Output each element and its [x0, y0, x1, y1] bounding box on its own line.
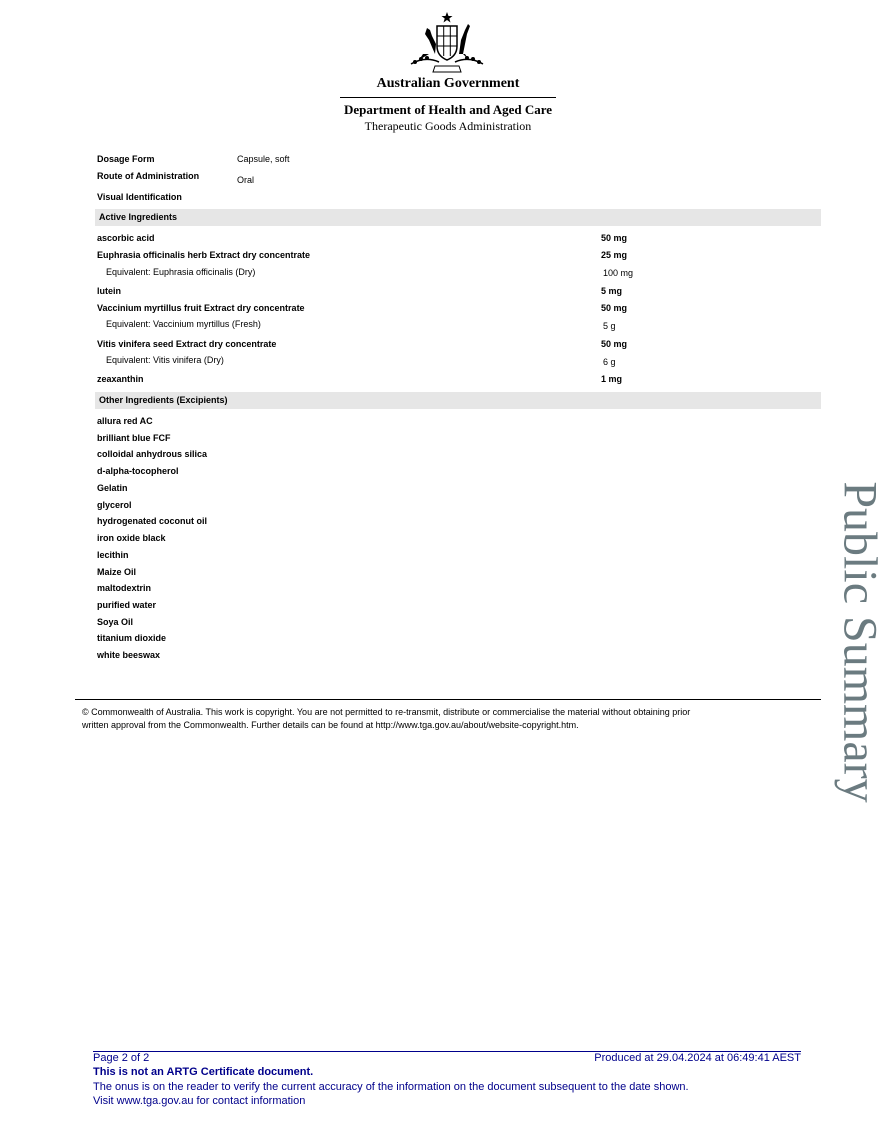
- excipient-item: glycerol: [97, 500, 132, 510]
- excipient-item: titanium dioxide: [97, 633, 167, 643]
- agency-name: Therapeutic Goods Administration: [364, 119, 532, 133]
- active-ingredient-qty: 25 mg: [601, 250, 628, 260]
- visual-identification-label: Visual Identification: [97, 192, 182, 202]
- department-name: Department of Health and Aged Care: [343, 102, 553, 117]
- active-ingredient-qty: 50 mg: [601, 339, 628, 349]
- excipient-item: Maize Oil: [97, 567, 137, 577]
- excipient-item: hydrogenated coconut oil: [97, 516, 208, 526]
- excipient-item: allura red AC: [97, 416, 153, 426]
- active-ingredient-qty: 1 mg: [601, 374, 623, 384]
- excipient-item: purified water: [97, 600, 157, 610]
- excipient-item: iron oxide black: [97, 533, 166, 543]
- active-ingredient-name: Euphrasia officinalis herb Extract dry concentrate: [97, 250, 311, 260]
- copyright-line: © Commonwealth of Australia. This work is copyright. You are not permitted to re-transmit, distribute or commercialise the material without obtaining prior: [82, 707, 691, 717]
- government-name: Australian Government: [376, 76, 520, 91]
- excipient-item: Soya Oil: [97, 617, 134, 627]
- equivalent-qty: 5 g: [603, 321, 616, 331]
- copyright-divider: [75, 699, 821, 700]
- excipient-item: white beeswax: [97, 650, 161, 660]
- active-ingredient-name: ascorbic acid: [97, 233, 155, 243]
- page-number: Page 2 of 2: [93, 1052, 150, 1064]
- active-ingredient-qty: 50 mg: [601, 233, 628, 243]
- copyright-notice: [82, 706, 812, 732]
- active-ingredient-name: zeaxanthin: [97, 374, 144, 384]
- equivalent-name: Equivalent: Vitis vinifera (Dry): [106, 355, 224, 365]
- excipient-item: Gelatin: [97, 483, 128, 493]
- active-ingredients-heading: Active Ingredients: [95, 209, 821, 226]
- equivalent-name: Equivalent: Vaccinium myrtillus (Fresh): [106, 319, 261, 329]
- header-divider: [340, 97, 556, 98]
- equivalent-qty: 6 g: [603, 357, 616, 367]
- copyright-line: written approval from the Commonwealth. Further details can be found at http://www.tga.gov.au/about/website-copyright.htm.: [82, 720, 579, 730]
- equivalent-name: Equivalent: Euphrasia officinalis (Dry): [106, 267, 256, 277]
- coat-of-arms-icon: [405, 10, 489, 76]
- equivalent-qty: 100 mg: [603, 268, 634, 278]
- certificate-notice: This is not an ARTG Certificate document.: [93, 1066, 314, 1078]
- route-value: Oral: [237, 175, 255, 185]
- excipients-heading: Other Ingredients (Excipients): [95, 392, 821, 409]
- excipient-item: maltodextrin: [97, 583, 152, 593]
- excipient-item: colloidal anhydrous silica: [97, 449, 208, 459]
- active-ingredient-name: lutein: [97, 286, 121, 296]
- contact-notice: Visit www.tga.gov.au for contact information: [93, 1095, 306, 1107]
- watermark-text: Public Summary: [833, 481, 887, 803]
- route-label: Route of Administration: [97, 171, 200, 181]
- active-ingredient-qty: 50 mg: [601, 303, 628, 313]
- active-ingredient-name: Vaccinium myrtillus fruit Extract dry concentrate: [97, 303, 305, 313]
- onus-notice: The onus is on the reader to verify the current accuracy of the information on the document subsequent to the date shown.: [93, 1081, 689, 1093]
- excipient-item: brilliant blue FCF: [97, 433, 171, 443]
- produced-timestamp: Produced at 29.04.2024 at 06:49:41 AEST: [594, 1052, 801, 1064]
- excipient-item: d-alpha-tocopherol: [97, 466, 179, 476]
- active-ingredient-name: Vitis vinifera seed Extract dry concentrate: [97, 339, 277, 349]
- excipient-item: lecithin: [97, 550, 129, 560]
- dosage-form-label: Dosage Form: [97, 154, 155, 164]
- active-ingredient-qty: 5 mg: [601, 286, 623, 296]
- dosage-form-value: Capsule, soft: [237, 154, 290, 164]
